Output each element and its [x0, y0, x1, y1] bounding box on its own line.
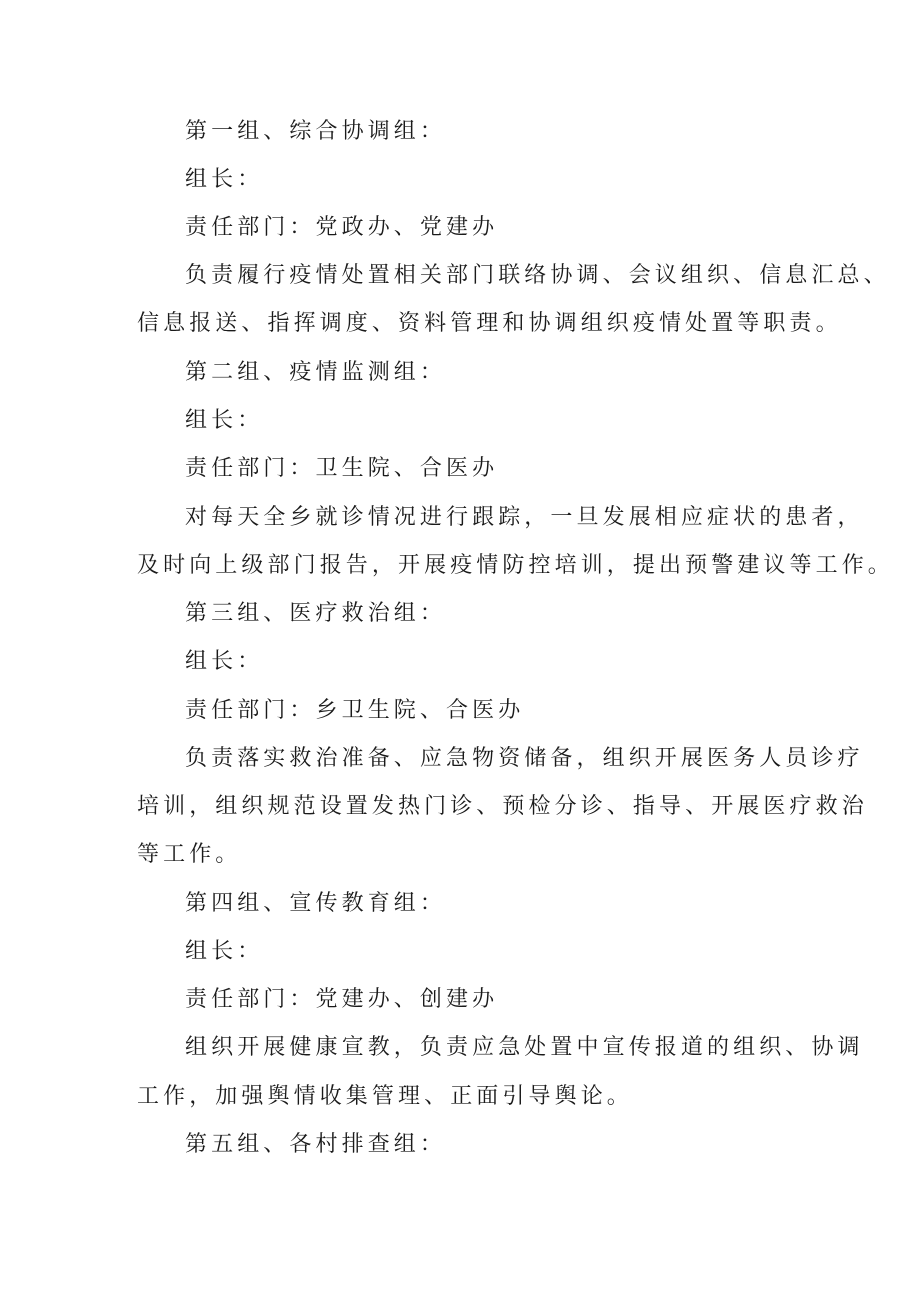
- group-2-leader: 组长：: [185, 408, 264, 433]
- group-3-duty-line-2: 培训，组织规范设置发热门诊、预检分诊、指导、开展医疗救治: [137, 794, 868, 819]
- group-4-heading: 第四组、宣传教育组：: [185, 891, 447, 916]
- group-2-heading: 第二组、疫情监测组：: [185, 360, 447, 385]
- group-1-leader: 组长：: [185, 167, 264, 192]
- group-5-heading: 第五组、各村排查组：: [185, 1132, 447, 1157]
- group-3-duty-line-1: 负责落实救治准备、应急物资储备，组织开展医务人员诊疗: [185, 746, 864, 771]
- group-3-leader: 组长：: [185, 649, 264, 674]
- group-4-department: 责任部门：党建办、创建办: [185, 987, 499, 1012]
- group-2-duty-line-2: 及时向上级部门报告，开展疫情防控培训，提出预警建议等工作。: [137, 553, 894, 578]
- group-4-leader: 组长：: [185, 939, 264, 964]
- group-4-duty-line-2: 工作，加强舆情收集管理、正面引导舆论。: [137, 1084, 633, 1109]
- group-1-department: 责任部门：党政办、党建办: [185, 215, 499, 240]
- group-2-department: 责任部门：卫生院、合医办: [185, 456, 499, 481]
- group-4-duty-line-1: 组织开展健康宣教，负责应急处置中宣传报道的组织、协调: [185, 1035, 864, 1060]
- group-1-duty-line-1: 负责履行疫情处置相关部门联络协调、会议组织、信息汇总、: [185, 263, 890, 288]
- group-3-duty-line-3: 等工作。: [137, 842, 242, 867]
- group-1-heading: 第一组、综合协调组：: [185, 119, 447, 144]
- group-3-heading: 第三组、医疗救治组：: [185, 601, 447, 626]
- group-3-department: 责任部门：乡卫生院、合医办: [185, 698, 525, 723]
- group-2-duty-line-1: 对每天全乡就诊情况进行跟踪，一旦发展相应症状的患者，: [185, 505, 864, 530]
- group-1-duty-line-2: 信息报送、指挥调度、资料管理和协调组织疫情处置等职责。: [137, 311, 842, 336]
